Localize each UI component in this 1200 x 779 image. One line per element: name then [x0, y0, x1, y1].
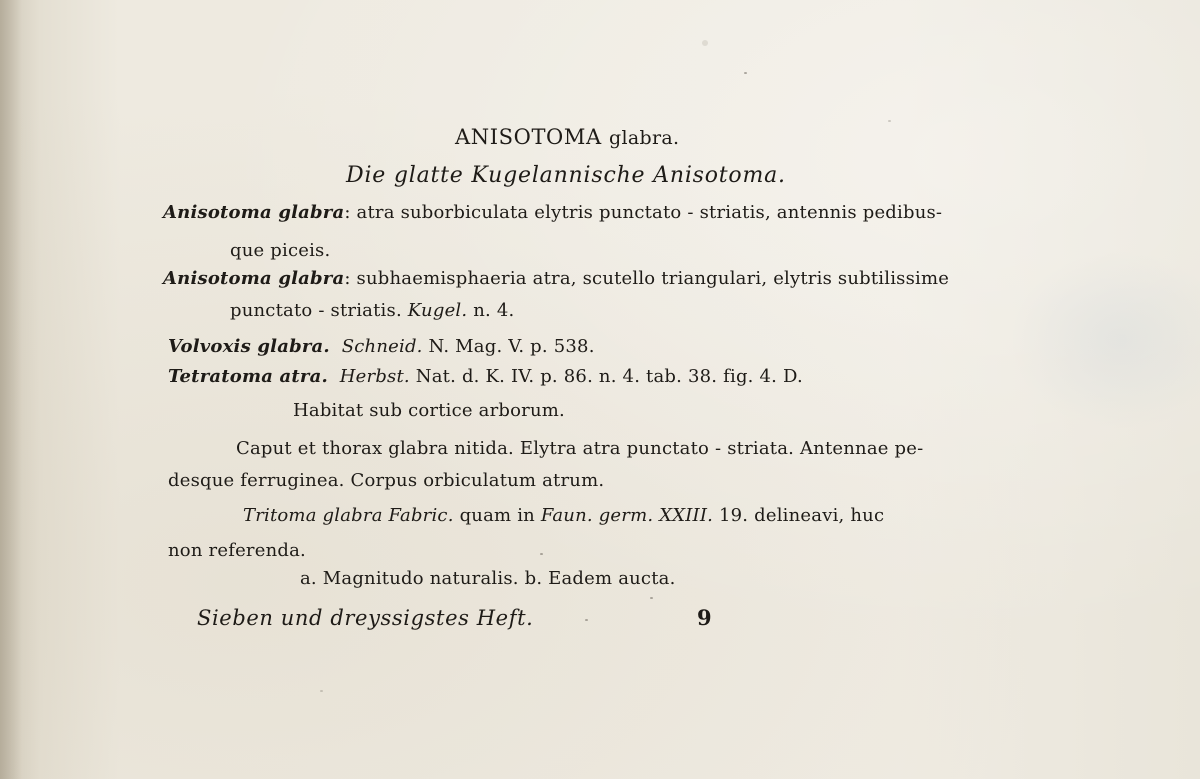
synonym-name: Tetratoma atra.: [168, 366, 328, 387]
description-line-2: desque ferruginea. Corpus orbiculatum atrum.: [168, 470, 605, 491]
description-text: 19. delineavi, huc: [719, 505, 885, 526]
synonym-2-line-2: [230, 300, 514, 322]
figure-caption: a. Magnitudo naturalis. b. Eadem aucta.: [300, 568, 676, 589]
description-line-1: Caput et thorax glabra nitida. Elytra atra punctato - striata. Antennae pe-: [236, 438, 924, 459]
paper-speck: [702, 40, 708, 46]
reference-author: Kugel.: [407, 300, 468, 321]
synonym-name: Anisotoma glabra: [163, 202, 345, 223]
spine-shadow: [0, 0, 22, 779]
taxon-reference: Tritoma glabra Fabric.: [243, 505, 454, 526]
german-title: Die glatte Kugelannische Anisotoma.: [346, 163, 786, 188]
synonym-name: Anisotoma glabra: [163, 268, 345, 289]
paper-speck: [744, 72, 747, 74]
footer-heft-title: Sieben und dreyssigstes Heft.: [197, 606, 534, 630]
synonym-3: [168, 336, 595, 358]
synonym-1-line-2: que piceis.: [230, 240, 331, 261]
genus-name: ANISOTOMA: [455, 125, 602, 149]
faunal-reference: Faun. germ. XXIII.: [540, 505, 714, 526]
reference-author: Schneid.: [341, 336, 423, 357]
synonym-text: : subhaemisphaeria atra, scutello triangulari, elytris subtilissime: [344, 268, 950, 289]
reference-text: n. 4.: [473, 300, 515, 321]
paper-speck: [650, 597, 653, 599]
paper-speck: [888, 120, 891, 122]
page-title: [455, 126, 679, 149]
reference-text: N. Mag. V. p. 538.: [428, 336, 595, 357]
synonym-4: [168, 366, 803, 388]
synonym-text: : atra suborbiculata elytris punctato - striatis, antennis pedibus-: [344, 202, 943, 223]
paper-speck: [320, 690, 323, 692]
species-name: glabra.: [609, 127, 680, 149]
description-text: quam in: [459, 505, 535, 526]
reference-text: Nat. d. K. IV. p. 86. n. 4. tab. 38. fig. 4. D.: [415, 366, 803, 387]
synonym-2-line-1: [163, 268, 949, 290]
description-line-3: [243, 505, 884, 527]
description-line-4: non referenda.: [168, 540, 306, 561]
paper-stain: [1010, 250, 1200, 430]
reference-author: Herbst.: [339, 366, 410, 387]
page-number: 9: [697, 605, 712, 630]
paper-speck: [585, 619, 588, 621]
synonym-1-line-1: [163, 202, 942, 224]
synonym-name: Volvoxis glabra.: [168, 336, 330, 357]
habitat-line: Habitat sub cortice arborum.: [293, 400, 565, 421]
paper-speck: [540, 553, 543, 555]
synonym-text: punctato - striatis.: [230, 300, 402, 321]
